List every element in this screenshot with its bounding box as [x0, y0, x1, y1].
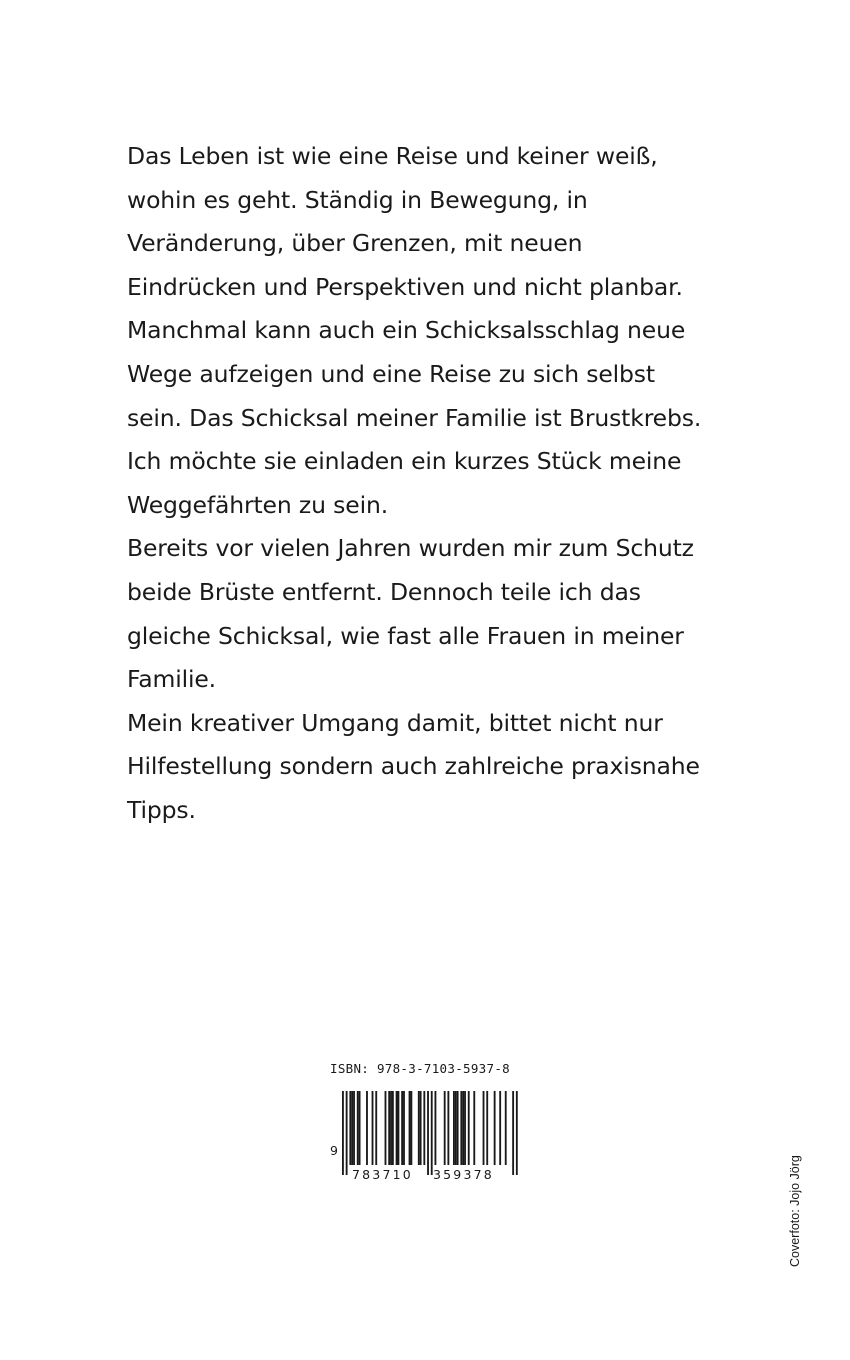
barcode-bar [494, 1091, 496, 1165]
barcode-bar [444, 1091, 446, 1165]
blurb-line: wohin es geht. Ständig in Bewegung, in [127, 185, 588, 214]
barcode-bar [468, 1091, 470, 1165]
back-cover-blurb [127, 135, 727, 833]
barcode-bar [398, 1091, 400, 1165]
blurb-line: Weggefährten zu sein. [127, 490, 389, 519]
barcode-bar [409, 1091, 411, 1165]
barcode-bar [390, 1091, 392, 1165]
barcode-bar [351, 1091, 353, 1165]
blurb-line: gleiche Schicksal, wie fast alle Frauen in meiner [127, 621, 684, 650]
blurb-line: Manchmal kann auch ein Schicksalsschlag neue [127, 316, 686, 345]
barcode-bar [435, 1091, 437, 1165]
blurb-line: Ich möchte sie einladen ein kurzes Stück meine [127, 447, 682, 476]
barcode-bar [375, 1091, 377, 1165]
barcode-bar [462, 1091, 464, 1165]
blurb-line: Bereits vor vielen Jahren wurden mir zum Schutz [127, 534, 694, 563]
barcode-bar [457, 1091, 459, 1165]
blurb-line: Hilfestellung sondern auch zahlreiche praxisnahe [127, 752, 700, 781]
barcode-guard-bar [342, 1091, 344, 1175]
barcode-bar [388, 1091, 390, 1165]
barcode-bar [366, 1091, 368, 1165]
barcode-bar [447, 1091, 449, 1165]
barcode-bar [353, 1091, 355, 1165]
barcode-bar [396, 1091, 398, 1165]
barcode-bar [460, 1091, 462, 1165]
barcode-bar [453, 1091, 455, 1165]
barcode-bar [372, 1091, 374, 1165]
blurb-line: Tipps. [127, 795, 196, 824]
isbn-label: ISBN: 978-3-7103-5937-8 [330, 1061, 510, 1076]
barcode-guard-bar [346, 1091, 348, 1175]
barcode-bar [359, 1091, 361, 1165]
blurb-line: Wege aufzeigen und eine Reise zu sich selbst [127, 359, 655, 388]
barcode-bar [455, 1091, 457, 1165]
barcode-guard-bar [516, 1091, 518, 1175]
blurb-line: beide Brüste entfernt. Dennoch teile ich das [127, 577, 641, 606]
barcode-bar [403, 1091, 405, 1165]
barcode-bar [357, 1091, 359, 1165]
barcode-bar [499, 1091, 501, 1165]
blurb-line: Familie. [127, 665, 216, 694]
barcode-bar [473, 1091, 475, 1165]
isbn-barcode [330, 1083, 520, 1183]
cover-photo-credit: Coverfoto: Jojo Jörg [788, 1155, 802, 1267]
blurb-line: Eindrücken und Perspektiven und nicht planbar. [127, 272, 683, 301]
barcode-left-digits: 783710 [352, 1167, 413, 1182]
blurb-line: Veränderung, über Grenzen, mit neuen [127, 229, 583, 258]
barcode-bar [349, 1091, 351, 1165]
barcode-guard-bar [431, 1091, 433, 1175]
barcode-first-digit: 9 [330, 1143, 338, 1158]
barcode-bar [486, 1091, 488, 1165]
barcode-right-digits: 359378 [433, 1167, 494, 1182]
blurb-line: Mein kreativer Umgang damit, bittet nicht nur [127, 708, 663, 737]
barcode-bar [505, 1091, 507, 1165]
blurb-line: Das Leben ist wie eine Reise und keiner weiß, [127, 142, 658, 170]
barcode-bar [420, 1091, 422, 1165]
barcode-guard-bar [427, 1091, 429, 1175]
barcode-bar [418, 1091, 420, 1165]
barcode-guard-bar [512, 1091, 514, 1175]
barcode-bar [392, 1091, 394, 1165]
barcode-bar [401, 1091, 403, 1165]
barcode-bar [464, 1091, 466, 1165]
barcode-bar [410, 1091, 412, 1165]
barcode-bar [385, 1091, 387, 1165]
blurb-line: sein. Das Schicksal meiner Familie ist Brustkrebs. [127, 403, 702, 432]
barcode-bar [423, 1091, 425, 1165]
barcode-bar [483, 1091, 485, 1165]
